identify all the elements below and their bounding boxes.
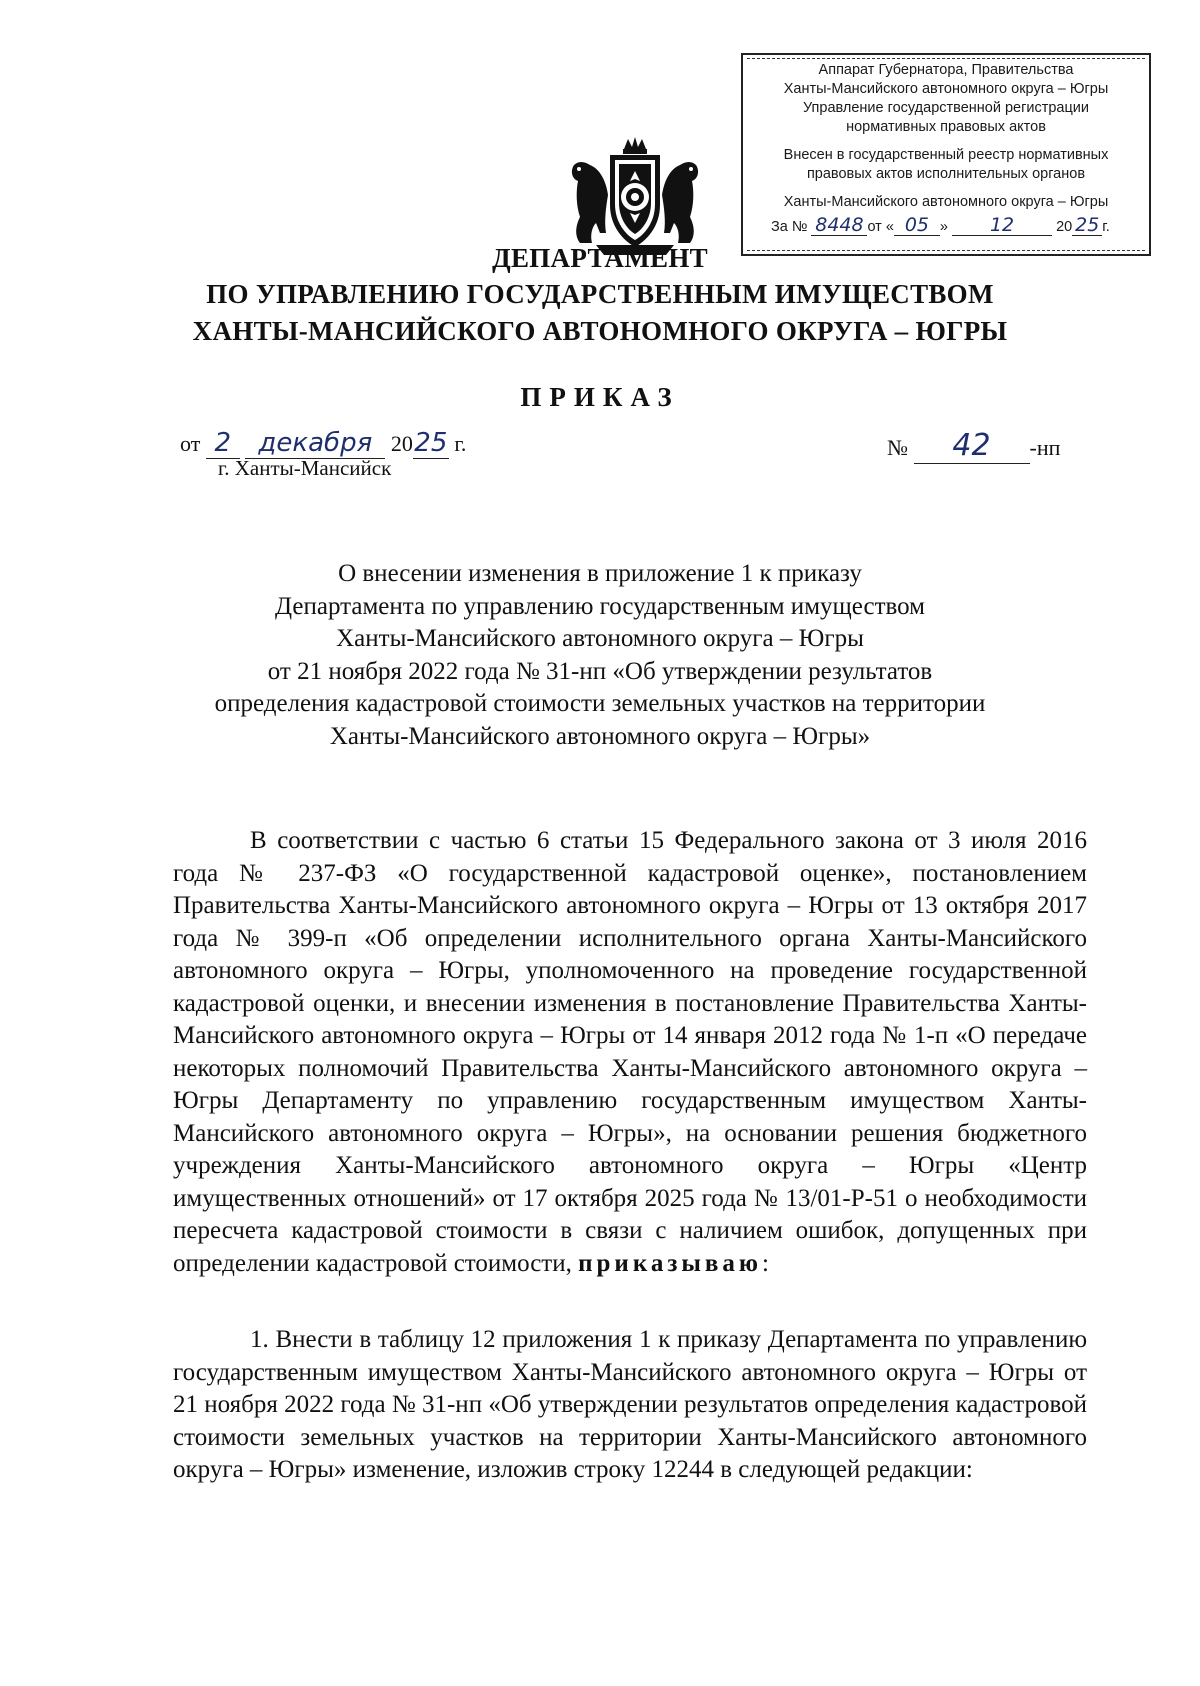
stamp-line: Аппарат Губернатора, Правительства — [818, 62, 1074, 78]
city: г. Ханты-Мансийск — [218, 456, 392, 480]
date-month: декабря — [245, 428, 385, 459]
order-title: ПРИКАЗ — [520, 382, 680, 412]
body-paragraph-preamble — [173, 825, 1087, 1280]
date-day: 2 — [206, 428, 240, 459]
stamp-reg-number: 8448 — [811, 216, 867, 236]
date-year: 25 — [414, 428, 448, 458]
stamp-reg-year-prefix: 20 — [1056, 219, 1073, 235]
subject-line: от 21 ноября 2022 года № 31-нп «Об утверждении результатов — [267, 657, 933, 685]
stamp-reg-from: от « — [867, 219, 894, 235]
subject-line: Ханты-Мансийского автономного округа – Югры — [336, 625, 864, 652]
stamp-reg-prefix: За № — [771, 219, 808, 235]
subject-line: определения кадастровой стоимости земельных участков на территории — [214, 690, 986, 717]
department-heading-line2: ПО УПРАВЛЕНИЮ ГОСУДАРСТВЕННЫМ ИМУЩЕСТВОМ — [206, 279, 994, 309]
date-suffix: г. — [454, 431, 467, 456]
stamp-block-office — [751, 61, 1141, 137]
number-value: 42 — [914, 428, 1030, 464]
number-suffix: -нп — [1029, 435, 1061, 460]
stamp-line: нормативных правовых актов — [846, 119, 1046, 135]
stamp-reg-quote: » — [939, 219, 948, 235]
number-prefix: № — [887, 435, 908, 460]
registration-stamp — [741, 53, 1151, 256]
subject-line: О внесении изменения в приложение 1 к приказу — [338, 560, 862, 587]
stamp-line: Ханты-Мансийского автономного округа – Югры — [783, 81, 1109, 97]
stamp-reg-year-suffix: г. — [1102, 219, 1110, 235]
date-prefix: от — [180, 431, 201, 456]
order-body — [173, 825, 1087, 1487]
order-date — [180, 428, 466, 459]
body-paragraph-item-1: 1. Внести в таблицу 12 приложения 1 к приказу Департамента по управлению государственным имуществом Ханты-Мансийского автономного округа – Югры от 21 ноября 2022 года № 31-нп «Об утверждении результатов определения кадастровой стоимости земельных участков на территории Ханты-Мансийского автономного округа – Югры» изменение, изложив строку 12244 в следующей редакции: — [173, 1326, 1087, 1483]
subject-line: Департамента по управлению государственным имуществом — [275, 592, 925, 620]
stamp-line: правовых актов исполнительных органов — [806, 166, 1086, 182]
order-subject — [0, 558, 1200, 753]
stamp-block-registry — [751, 146, 1141, 184]
order-number — [887, 428, 1060, 464]
subject-line: Ханты-Мансийского автономного округа – Югры» — [329, 722, 871, 750]
stamp-reg-month: 12 — [952, 216, 1052, 236]
stamp-line: Внесен в государственный реестр нормативных — [783, 147, 1109, 163]
stamp-reg-year: 25 — [1072, 216, 1102, 236]
date-year-prefix: 20 — [390, 431, 413, 456]
preamble-text: В соответствии с частью 6 статьи 15 Федерального закона от 3 июля 2016 года № 237-ФЗ «О государственной кадастровой оценке», постановлением Правительства Ханты-Мансийского автономного округа – Югры от 13 октября 2017 года № 399-п «Об определении исполнительного органа Ханты-Мансийского автономного округа – Югры, уполномоченного на проведение государственной кадастровой оценки, и внесении изменения в постановление Правительства Ханты-Мансийского автономного округа – Югры от 14 января 2012 года № 1-п «О передаче некоторых полномочий Правительства Ханты-Мансийского автономного округа – Югры Департаменту по управлению государственным имуществом Ханты-Мансийского автономного округа – Югры», на основании решения бюджетного учреждения Ханты-Мансийского автономного округа – Югры «Центр имущественных отношений» от 17 октября 2025 года № 13/01-Р-51 о необходимости пересчета кадастровой стоимости в связи с наличием ошибок, допущенных при определении кадастровой стоимости, — [173, 827, 1087, 1277]
order-directive: приказываю — [578, 1249, 763, 1277]
stamp-registration-line — [751, 216, 1141, 237]
department-heading-line1: ДЕПАРТАМЕНТ — [492, 243, 708, 273]
stamp-line: Ханты-Мансийского автономного округа – Югры — [783, 194, 1109, 210]
stamp-top-border — [747, 58, 1145, 59]
preamble-end: : — [762, 1249, 769, 1277]
department-heading-line3: ХАНТЫ-МАНСИЙСКОГО АВТОНОМНОГО ОКРУГА – ЮГРЫ — [192, 316, 1008, 346]
stamp-line: Управление государственной регистрации — [802, 100, 1090, 116]
stamp-reg-day: 05 — [894, 216, 940, 236]
